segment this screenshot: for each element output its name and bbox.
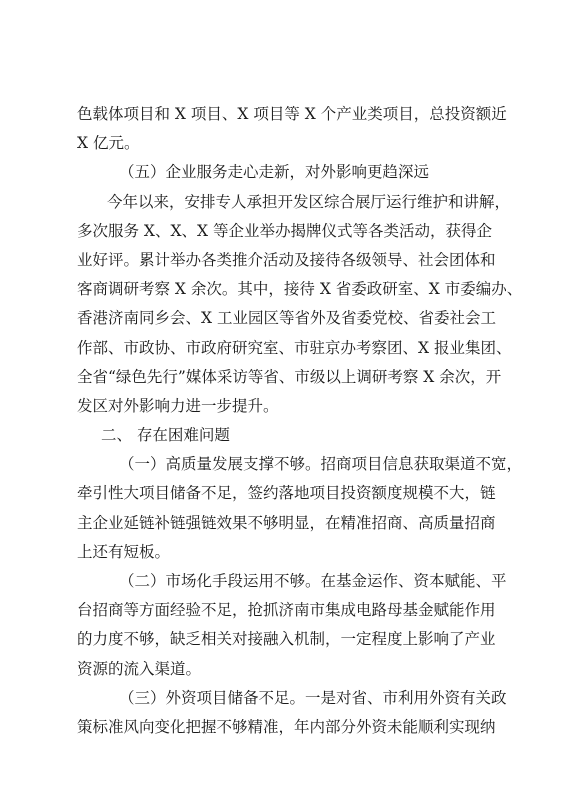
text-line: 上还有短板。 [77,542,171,561]
text-line: 多次服务 X、X、X 等企业举办揭牌仪式等各类活动，获得企 [77,221,492,240]
text-line: 色载体项目和 X 项目、X 项目等 X 个产业类项目，总投资额近 [77,105,507,123]
text-line: 全省“绿色先行”媒体采访等省、市级以上调研考察 X 余次，开 [77,367,502,386]
text-line: 资源的流入渠道。 [77,659,202,678]
document-body [77,100,523,742]
text-line: 业好评。累计举办各类推介活动及接待各级领导、社会团体和 [77,250,496,269]
text-line: （三）外资项目储备不足。一是对省、市利用外资有关政 [119,688,507,707]
text-line: 客商调研考察 X 余次。其中，接待 X 省委政研室、X 市委编办、 [77,280,523,299]
text-line: 台招商等方面经验不足，抢抓济南市集成电路母基金赋能作用 [77,601,496,620]
text-line: 的力度不够，缺乏相关对接融入机制，一定程度上影响了产业 [77,630,496,649]
text-line: 今年以来，安排专人承担开发区综合展厅运行维护和讲解， [107,192,511,211]
text-line: 策标准风向变化把握不够精准，年内部分外资未能顺利实现纳 [77,717,496,736]
text-line: （二）市场化手段运用不够。在基金运作、资本赋能、平 [119,572,507,590]
text-line: （一）高质量发展支撑不够。招商项目信息获取渠道不宽， [119,455,523,474]
text-line: 牵引性大项目储备不足，签约落地项目投资额度规模不大，链 [77,484,496,503]
text-line: X 亿元。 [77,134,140,153]
text-line: （五）企业服务走心走新，对外影响更趋深远 [119,163,430,182]
text-line: 发区对外影响力进一步提升。 [77,396,279,415]
text-line: 主企业延链补链强链效果不够明显，在精准招商、高质量招商 [77,513,496,532]
text-line: 香港济南同乡会、X 工业园区等省外及省委党校、省委社会工 [77,309,496,328]
text-line: 作部、市政协、市政府研究室、市驻京办考察团、X 报业集团、 [77,338,512,357]
text-line: 二、 存在困难问题 [101,426,230,445]
